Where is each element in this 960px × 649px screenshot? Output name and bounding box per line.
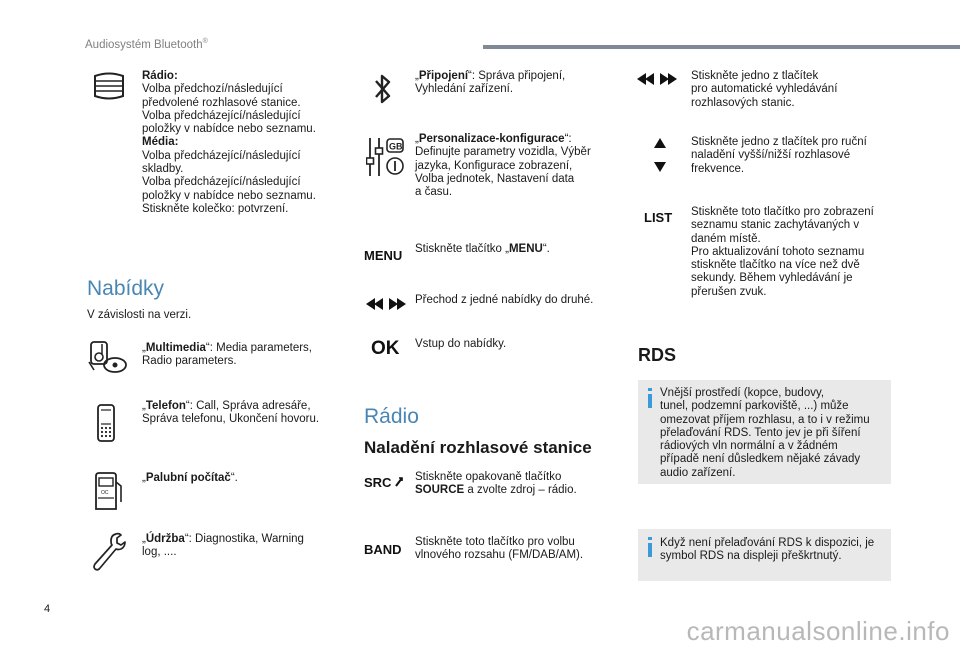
seek-description: Stiskněte jedno z tlačítek pro automatické vyhledávání rozhlasových stanic. [691,70,838,109]
svg-text:GB: GB [389,141,403,152]
watermark: carmanualsonline.info [686,616,950,646]
multimedia-icon [88,340,128,374]
pripojeni-description: „Připojení“: Správa připojení, Vyhledání zařízení. [415,70,566,96]
header-divider [483,45,960,49]
info-box-rds-unavailable [638,529,891,581]
src-description: Stiskněte opakovaně tlačítko SOURCE a zvolte zdroj – rádio. [415,471,577,497]
radio-media-description: Rádio: Volba předchozí/následující předvolené rozhlasové stanice. Volba předcházející/následující položky v nabídce nebo seznamu. Média: Volba předcházející/následující skladby. Volba předcházející/následující položky v nabídce nebo seznamu. Stiskněte kolečko: potvrzení. [142,70,316,215]
info-text-rds-reception: Vnější prostředí (kopce, budovy, tunel, podzemní parkoviště, ...) může omezovat příjem rozhlasu, a to i v režimu přelaďování RDS. Tento jev je při šíření rádiových vln normální a v žádném případě není důsledkem nějaké závady audio zařízení. [660,387,870,479]
prechod-description: Přechod z jedné nabídky do druhé. [415,294,594,306]
page-header-title: Audiosystém Bluetooth® [85,38,208,51]
palubni-pocitac-description: „Palubní počítač“. [142,472,238,484]
naladeni-heading: Naladění rozhlasové stanice [364,438,592,457]
nabidky-heading: Nabídky [87,277,165,300]
ok-button-icon: OK [371,338,400,359]
radio-heading: Rádio [364,405,419,428]
svg-text:OC: OC [101,490,109,496]
band-description: Stiskněte toto tlačítko pro volbu vlnového rozsahu (FM/DAB/AM). [415,536,584,562]
seek-arrows-icon [637,72,677,86]
rds-heading: RDS [638,345,677,365]
list-button-icon: LIST [644,210,673,225]
left-right-arrows-icon [366,297,406,311]
manual-tuning-description: Stiskněte jedno z tlačítek pro ruční naladění vyšší/nižší rozhlasové frekvence. [691,136,867,175]
udrzba-description: „Údržba“: Diagnostika, Warning log, .... [142,533,304,559]
info-box-rds-reception [638,380,891,484]
menu-description: Stiskněte tlačítko „MENU“. [415,243,550,255]
scroll-wheel-icon [92,72,126,100]
bluetooth-icon [373,72,393,106]
menu-button-icon: MENU [364,248,403,263]
multimedia-description: „Multimedia“: Media parameters, Radio parameters. [142,342,313,368]
source-button-icon [364,474,404,490]
personalizace-description: „Personalizace-konfigurace“: Definujte parametry vozidla, Výběr jazyka, Konfigurace zobrazení, Volba jednotek, Nastavení data a času. [415,133,591,199]
wrench-icon [92,532,126,572]
band-button-icon: BAND [364,542,402,557]
telefon-description: „Telefon“: Call, Správa adresáře, Správa telefonu, Ukončení hovoru. [142,400,320,426]
ok-description: Vstup do nabídky. [415,338,507,350]
nabidky-intro: V závislosti na verzi. [87,309,192,321]
svg-text:SRC: SRC [364,475,392,490]
page-number: 4 [44,603,51,615]
settings-sliders-icon [366,136,406,178]
info-icon [646,388,654,408]
list-description: Stiskněte toto tlačítko pro zobrazení seznamu stanic zachytávaných v daném místě. Pro aktualizování tohoto seznamu stiskněte tlačítko na více než dvě sekundy. Během vyhledávání je přerušen zvuk. [691,206,874,298]
trip-computer-icon [93,472,123,510]
phone-icon [97,404,115,442]
info-text-rds-unavailable: Když není přelaďování RDS k dispozici, je symbol RDS na displeji přeškrtnutý. [660,537,875,563]
up-down-arrows-icon [653,137,667,173]
info-icon [646,537,654,557]
